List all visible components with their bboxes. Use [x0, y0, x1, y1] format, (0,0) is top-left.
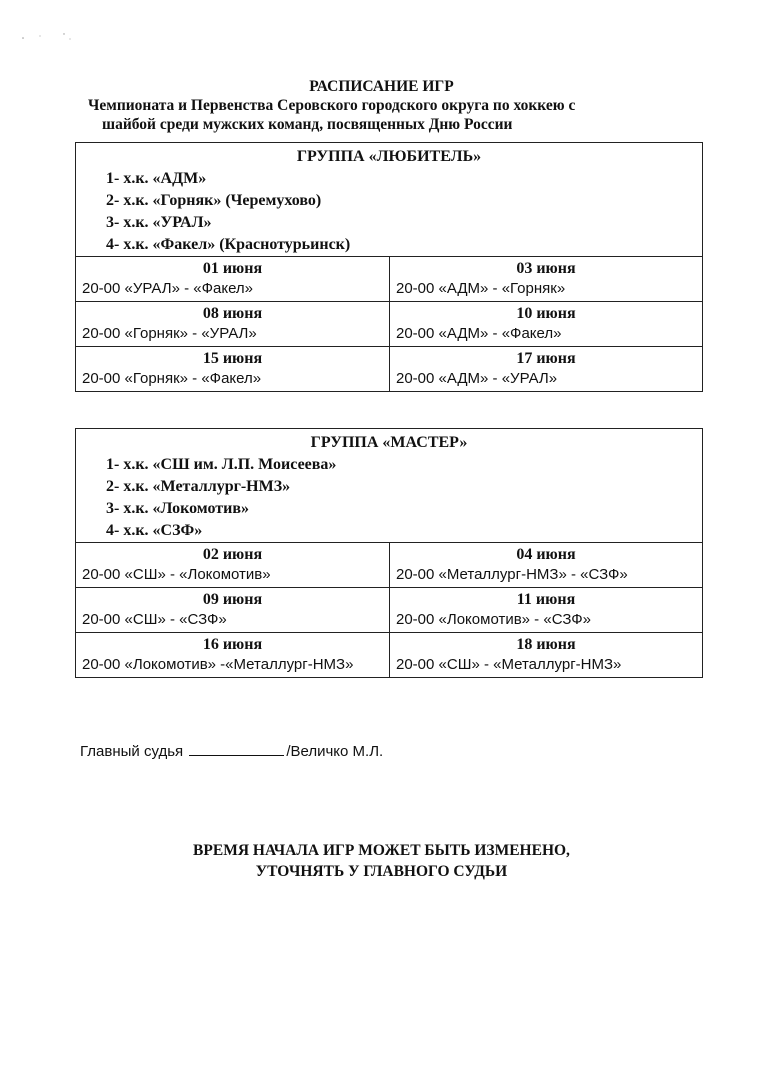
- match-text: 20-00 «АДМ» - «Горняк»: [396, 280, 566, 297]
- match-date: 17 июня: [516, 350, 576, 367]
- group-header: [76, 143, 702, 257]
- schedule-cell: [389, 588, 702, 632]
- signature-blank: [189, 743, 284, 756]
- match-text: 20-00 «Горняк» - «УРАЛ»: [82, 325, 257, 342]
- group-header: [76, 429, 702, 543]
- team-item: 4- х.к. «Факел» (Краснотурьинск): [106, 236, 351, 253]
- document-subtitle: [88, 96, 688, 134]
- match-text: 20-00 «АДМ» - «УРАЛ»: [396, 370, 558, 387]
- match-date: 04 июня: [516, 546, 576, 563]
- notice-line-1: ВРЕМЯ НАЧАЛА ИГР МОЖЕТ БЫТЬ ИЗМЕНЕНО,: [193, 842, 570, 859]
- match-date: 02 июня: [202, 546, 263, 563]
- team-item: 3- х.к. «УРАЛ»: [106, 214, 212, 231]
- team-item: 2- х.к. «Горняк» (Черемухово): [106, 192, 322, 209]
- group-master-table: [75, 428, 703, 678]
- group-title: ГРУППА «ЛЮБИТЕЛЬ»: [296, 148, 482, 165]
- match-text: 20-00 «Металлург-НМЗ» - «СЗФ»: [396, 566, 628, 583]
- team-item: 3- х.к. «Локомотив»: [106, 500, 249, 517]
- schedule-row: [76, 632, 702, 677]
- schedule-cell: [389, 302, 702, 346]
- schedule-row: [76, 301, 702, 346]
- judge-name: /Величко М.Л.: [286, 743, 384, 760]
- schedule-row: [76, 257, 702, 301]
- schedule-row: [76, 346, 702, 391]
- match-text: 20-00 «АДМ» - «Факел»: [396, 325, 562, 342]
- match-text: 20-00 «СШ» - «Металлург-НМЗ»: [396, 656, 622, 673]
- subtitle-line-1: Чемпионата и Первенства Серовского городского округа по хоккею с: [88, 97, 576, 114]
- subtitle-line-2: шайбой среди мужских команд, посвященных Дню России: [102, 116, 513, 133]
- scan-specks: [20, 30, 80, 42]
- schedule-cell: [389, 633, 702, 677]
- schedule-cell: [76, 302, 389, 346]
- match-text: 20-00 «СШ» - «Локомотив»: [82, 566, 271, 583]
- match-text: 20-00 «Горняк» - «Факел»: [82, 370, 262, 387]
- group-lyubitel-table: [75, 142, 703, 392]
- document-title: РАСПИСАНИЕ ИГР: [309, 78, 454, 95]
- schedule-cell: [389, 347, 702, 391]
- notice-line-2: УТОЧНЯТЬ У ГЛАВНОГО СУДЬИ: [255, 863, 508, 880]
- match-text: 20-00 «УРАЛ» - «Факел»: [82, 280, 254, 297]
- match-date: 09 июня: [202, 591, 263, 608]
- team-item: 2- х.к. «Металлург-НМЗ»: [106, 478, 291, 495]
- judge-label: Главный судья: [80, 743, 184, 760]
- schedule-body: [76, 543, 702, 677]
- group-title: ГРУППА «МАСТЕР»: [310, 434, 468, 451]
- schedule-cell: [389, 543, 702, 587]
- schedule-row: [76, 587, 702, 632]
- schedule-cell: [76, 543, 389, 587]
- match-text: 20-00 «Локомотив» -«Металлург-НМЗ»: [82, 656, 354, 673]
- schedule-row: [76, 543, 702, 587]
- match-text: 20-00 «СШ» - «СЗФ»: [82, 611, 227, 628]
- team-item: 4- х.к. «СЗФ»: [106, 522, 203, 539]
- start-time-notice: [0, 840, 763, 882]
- schedule-cell: [389, 257, 702, 301]
- match-text: 20-00 «Локомотив» - «СЗФ»: [396, 611, 591, 628]
- schedule-cell: [76, 347, 389, 391]
- match-date: 01 июня: [202, 260, 263, 277]
- schedule-body: [76, 257, 702, 391]
- team-item: 1- х.к. «АДМ»: [106, 170, 207, 187]
- team-item: 1- х.к. «СШ им. Л.П. Моисеева»: [106, 456, 337, 473]
- match-date: 10 июня: [516, 305, 576, 322]
- match-date: 11 июня: [516, 591, 576, 608]
- schedule-cell: [76, 588, 389, 632]
- match-date: 16 июня: [202, 636, 263, 653]
- schedule-cell: [76, 257, 389, 301]
- match-date: 18 июня: [516, 636, 576, 653]
- match-date: 08 июня: [202, 305, 263, 322]
- judge-signature-line: [80, 743, 383, 760]
- match-date: 03 июня: [516, 260, 576, 277]
- schedule-cell: [76, 633, 389, 677]
- match-date: 15 июня: [202, 350, 263, 367]
